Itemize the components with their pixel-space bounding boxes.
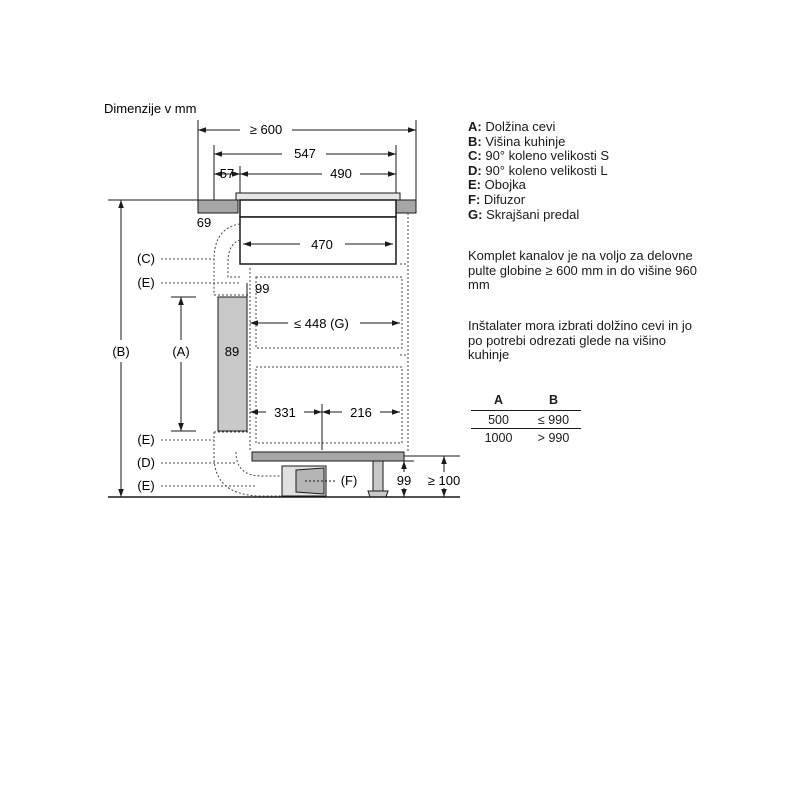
dim-inner-width: 547 [294, 146, 316, 161]
table-cell: ≤ 990 [526, 411, 581, 429]
table-header-B: B [526, 392, 581, 411]
legend-item: B: Višina kuhinje [468, 133, 566, 149]
callout-E-bottom: (E) [137, 478, 155, 493]
dim-line-A [171, 297, 196, 431]
dim-duct-height: 89 [224, 344, 240, 359]
dim-worktop-offset: 69 [196, 215, 212, 230]
callout-E-mid: (E) [137, 432, 155, 447]
legend [468, 120, 609, 222]
dim-plinth-height: 99 [396, 473, 412, 488]
table-cell: > 990 [537, 431, 570, 445]
length-table [471, 392, 581, 446]
callout-C: (C) [136, 251, 156, 266]
plinth-panel [252, 452, 404, 461]
table-cell: 1000 [484, 431, 513, 445]
callout-F: (F) [340, 473, 358, 488]
legend-item: E: Obojka [468, 177, 526, 193]
legend-item: G: Skrajšani predal [468, 206, 580, 222]
hob-unit [240, 200, 396, 264]
dim-plinth-min: ≥ 100 [427, 473, 461, 488]
legend-item: C: 90° koleno velikosti S [468, 148, 610, 164]
table-row [471, 429, 581, 447]
table-row [471, 411, 581, 429]
dim-gap-top: 99 [255, 281, 270, 296]
legend-item: D: 90° koleno velikosti L [468, 162, 608, 178]
dim-drawer-depth: ≤ 448 (G) [294, 316, 349, 331]
dim-hob-width: 490 [330, 166, 352, 181]
dim-overall-width: ≥ 600 [249, 122, 283, 137]
dim-unit-width: 470 [311, 237, 333, 252]
diagram-title: Dimenzije v mm [104, 101, 197, 116]
hob-glass [236, 193, 400, 200]
dim-offset-front: 57 [219, 166, 235, 181]
callout-D: (D) [136, 455, 156, 470]
callout-E-top: (E) [137, 275, 155, 290]
duct-kit-note: Komplet kanalov je na voljo za delovne pulte globine ≥ 600 mm in do višine 960 mm [468, 248, 697, 293]
callout-G: (G) [330, 316, 349, 331]
callout-A: (A) [172, 344, 190, 359]
duct-tube [218, 297, 247, 431]
foot [368, 461, 388, 497]
dim-line-331-216 [250, 404, 400, 450]
worktop-right [396, 200, 416, 213]
callout-B: (B) [112, 344, 130, 359]
worktop-left [198, 200, 238, 213]
table-cell: 500 [471, 411, 526, 429]
installer-note: Inštalater mora izbrati dolžino cevi in jo po potrebi odrezati glede na višino kuhinje [468, 318, 692, 363]
table-header-A: A [471, 392, 526, 411]
legend-item: A: Dolžina cevi [468, 119, 556, 134]
dim-depth-left: 331 [274, 405, 296, 420]
legend-item: F: Difuzor [468, 191, 526, 207]
diffuser [282, 466, 336, 496]
dim-depth-right: 216 [350, 405, 372, 420]
